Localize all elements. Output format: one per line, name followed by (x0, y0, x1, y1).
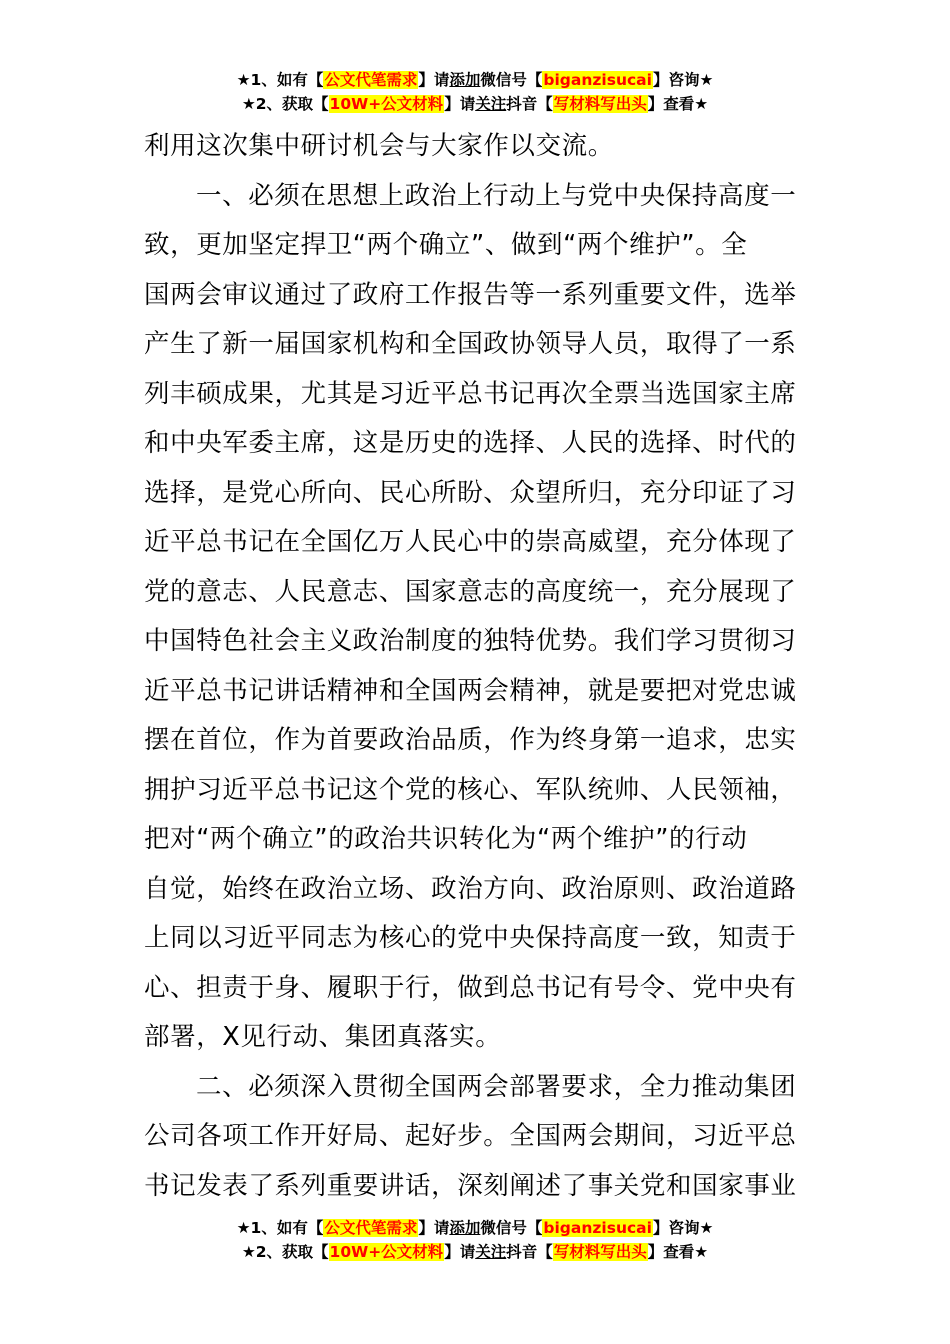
banner-text: 】查看★ (647, 95, 709, 113)
highlight-tag: 10W+公文材料 (329, 1243, 444, 1261)
body-line: 产生了新一届国家机构和全国政协领导人员，取得了一系 (144, 329, 797, 359)
banner-text: 】咨询★ (652, 1219, 714, 1237)
body-line: 致，更加坚定捍卫“两个确立”、做到“两个维护”。全 (144, 230, 748, 260)
banner-text: 】请 (444, 1243, 476, 1261)
body-line: 近平总书记讲话精神和全国两会精神，就是要把对党忠诚 (144, 675, 797, 706)
highlight-tag: 公文代笔需求 (324, 1219, 418, 1237)
douyin-highlight: 写材料写出头 (553, 1243, 647, 1261)
banner-text: 抖音【 (506, 95, 553, 113)
header-banner (0, 68, 950, 116)
section-heading-1: 一、必须在思想上政治上行动上与党中央保持高度一 (196, 180, 797, 211)
body-line: 列丰硕成果，尤其是习近平总书记再次全票当选国家主席 (144, 378, 797, 409)
body-line: 拥护习近平总书记这个党的核心、军队统帅、人民领袖， (144, 774, 797, 805)
body-line: 国两会审议通过了政府工作报告等一系列重要文件，选举 (144, 279, 797, 310)
banner-text: 微信号【 (480, 1219, 543, 1237)
body-line: 中国特色社会主义政治制度的独特优势。我们学习贯彻习 (144, 626, 797, 656)
banner-text: 】查看★ (647, 1243, 709, 1261)
banner-text: 】请 (444, 95, 476, 113)
banner-line-2 (0, 1240, 950, 1264)
body-line: 部署，X见行动、集团真落实。 (144, 1022, 502, 1052)
banner-line-1 (0, 1216, 950, 1240)
banner-text: 抖音【 (506, 1243, 553, 1261)
banner-text: ★2、获取【 (241, 1243, 329, 1261)
banner-text: 】请 (418, 71, 450, 89)
banner-text: 微信号【 (480, 71, 543, 89)
body-line: 上同以习近平同志为核心的党中央保持高度一致，知责于 (144, 923, 797, 953)
document-body (144, 122, 806, 1211)
body-line: 书记发表了系列重要讲话，深刻阐述了事关党和国家事业 (144, 1170, 797, 1201)
body-line: 把对“两个确立”的政治共识转化为“两个维护”的行动 (144, 824, 748, 854)
body-line: 公司各项工作开好局、起好步。全国两会期间，习近平总 (144, 1121, 797, 1151)
footer-banner (0, 1216, 950, 1264)
banner-line-1 (0, 68, 950, 92)
banner-line-2 (0, 92, 950, 116)
body-line: 利用这次集中研讨机会与大家作以交流。 (144, 131, 614, 161)
body-line: 心、担责于身、履职于行，做到总书记有号令、党中央有 (144, 972, 797, 1003)
banner-text: 】请 (418, 1219, 450, 1237)
underlined-text: 关注 (475, 95, 507, 113)
underlined-text: 关注 (475, 1243, 507, 1261)
body-line: 党的意志、人民意志、国家意志的高度统一，充分展现了 (144, 576, 797, 607)
banner-text: ★2、获取【 (241, 95, 329, 113)
douyin-highlight: 写材料写出头 (553, 95, 647, 113)
highlight-tag: 10W+公文材料 (329, 95, 444, 113)
body-line: 近平总书记在全国亿万人民心中的崇高威望，充分体现了 (144, 527, 797, 557)
banner-text: 】咨询★ (652, 71, 714, 89)
highlight-tag: 公文代笔需求 (324, 71, 418, 89)
underlined-text: 添加 (449, 1219, 481, 1237)
body-line: 选择，是党心所向、民心所盼、众望所归，充分印证了习 (144, 477, 797, 508)
banner-text: ★1、如有【 (236, 71, 324, 89)
body-line: 自觉，始终在政治立场、政治方向、政治原则、政治道路 (144, 873, 797, 904)
wechat-id-highlight: biganzisucai (543, 1219, 652, 1237)
underlined-text: 添加 (449, 71, 481, 89)
banner-text: ★1、如有【 (236, 1219, 324, 1237)
wechat-id-highlight: biganzisucai (543, 71, 652, 89)
body-line: 和中央军委主席，这是历史的选择、人民的选择、时代的 (144, 428, 797, 458)
section-heading-2: 二、必须深入贯彻全国两会部署要求，全力推动集团 (196, 1071, 797, 1102)
body-line: 摆在首位，作为首要政治品质，作为终身第一追求，忠实 (144, 725, 797, 755)
